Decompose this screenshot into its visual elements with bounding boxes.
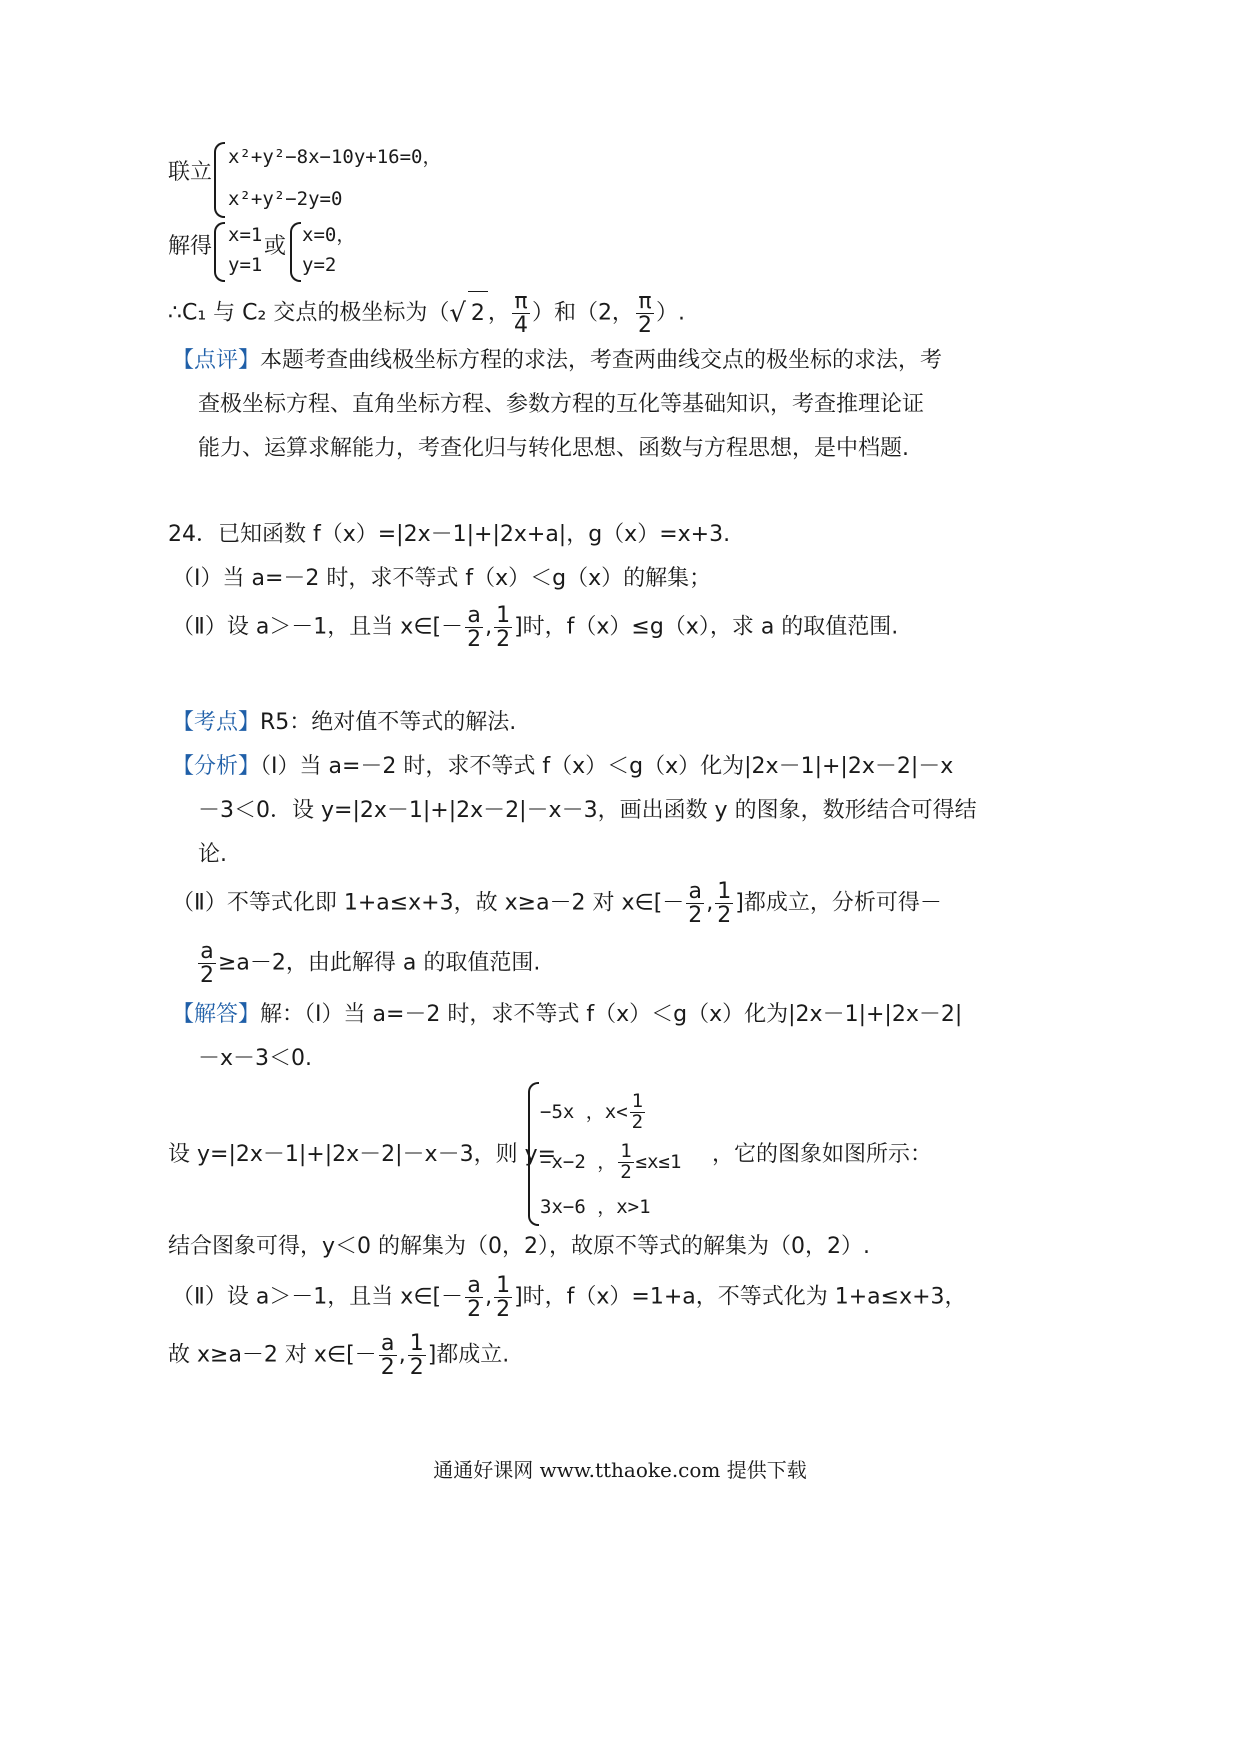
jieda-line-1: 【解答】解：（Ⅰ）当 a=－2 时，求不等式 f（x）＜g（x）化为|2x－1|+|2x－2| [172, 1002, 963, 1027]
brace-solution-2 [290, 222, 301, 282]
piecewise-tail: ，它的图象如图所示： [712, 1142, 933, 1167]
brace-system [214, 142, 225, 218]
brace-piecewise [528, 1082, 539, 1226]
solution-1-x: x=1 [228, 224, 263, 246]
jieda-line-4: （Ⅱ）设 a＞－1，且当 x∈[－ $\frac{a}{2}$ , $\frac{1}{2}$ ]时，f（x）=1+a，不等式化为 1+a≤x+3， [172, 1273, 967, 1323]
jieda-line-2: －x－3＜0. [198, 1046, 313, 1071]
polar-conclusion: ∴C₁ 与 C₂ 交点的极坐标为（√ 2 ， $\frac{\pi}{4}$ ）和（2， $\frac{\pi}{2}$ ）. [168, 289, 685, 339]
fenxi-line-2: －3＜0．设 y=|2x－1|+|2x－2|－x－3，画出函数 y 的图象，数形结合可得结 [198, 798, 977, 823]
jieda-line-3: 结合图象可得，y＜0 的解集为（0，2），故原不等式的解集为（0，2）. [168, 1234, 870, 1259]
comment-line-2: 查极坐标方程、直角坐标方程、参数方程的互化等基础知识，考查推理论证 [198, 392, 925, 417]
question-24-line-3: （Ⅱ）设 a＞－1，且当 x∈[－ $\frac{a}{2}$ , $\frac{1}{2}$ ]时，f（x）≤g（x），求 a 的取值范围. [172, 603, 899, 653]
fenxi-line-5: $\frac{a}{2}$ ≥a－2，由此解得 a 的取值范围. [200, 939, 541, 989]
solution-2-x: x=0， [302, 224, 356, 246]
piecewise-case-3: 3x−6 ，x>1 [540, 1196, 651, 1218]
kaodian-line: 【考点】R5：绝对值不等式的解法. [172, 710, 517, 735]
comment-tag: 【点评】 [172, 348, 261, 373]
brace-solution-1 [214, 222, 225, 282]
jieda-tag: 【解答】 [172, 1002, 261, 1027]
jiede-label: 解得 [168, 234, 213, 259]
question-24-line-2: （Ⅰ）当 a=－2 时，求不等式 f（x）＜g（x）的解集； [172, 566, 712, 591]
fenxi-tag: 【分析】 [172, 754, 261, 779]
question-24-line-1: 24．已知函数 f（x）=|2x－1|+|2x+a|，g（x）=x+3. [168, 522, 731, 547]
piecewise-case-1: −5x ，x< $\frac{1}{2}$ [540, 1090, 644, 1133]
page-footer: 通通好课网 www.tthaoke.com 提供下载 [433, 1458, 807, 1482]
fenxi-line-1: 【分析】（Ⅰ）当 a=－2 时，求不等式 f（x）＜g（x）化为|2x－1|+|2x－2|－x [172, 754, 954, 779]
kaodian-tag: 【考点】 [172, 710, 261, 735]
jieda-line-5: 故 x≥a－2 对 x∈[－ $\frac{a}{2}$ , $\frac{1}{2}$ ]都成立. [168, 1331, 510, 1381]
equation-2: x²+y²−2y=0 [228, 188, 343, 210]
piecewise-intro: 设 y=|2x－1|+|2x－2|－x－3，则 y= [168, 1142, 557, 1167]
solution-2-y: y=2 [302, 254, 337, 276]
comment-line-3: 能力、运算求解能力，考查化归与转化思想、函数与方程思想，是中档题. [198, 436, 909, 461]
huo-label: 或 [264, 234, 287, 259]
piecewise-case-2: −x−2 ， $\frac{1}{2}$ ≤x≤1 [540, 1140, 682, 1183]
equation-1: x²+y²−8x−10y+16=0， [228, 146, 442, 168]
lianli-label: 联立 [168, 160, 213, 185]
fenxi-line-3: 论. [198, 842, 227, 867]
solution-1-y: y=1 [228, 254, 263, 276]
fenxi-line-4: （Ⅱ）不等式化即 1+a≤x+3，故 x≥a－2 对 x∈[－ $\frac{a}{2}$ , $\frac{1}{2}$ ]都成立，分析可得－ [172, 879, 942, 929]
comment-line-1: 【点评】本题考查曲线极坐标方程的求法，考查两曲线交点的极坐标的求法，考 [172, 348, 943, 373]
